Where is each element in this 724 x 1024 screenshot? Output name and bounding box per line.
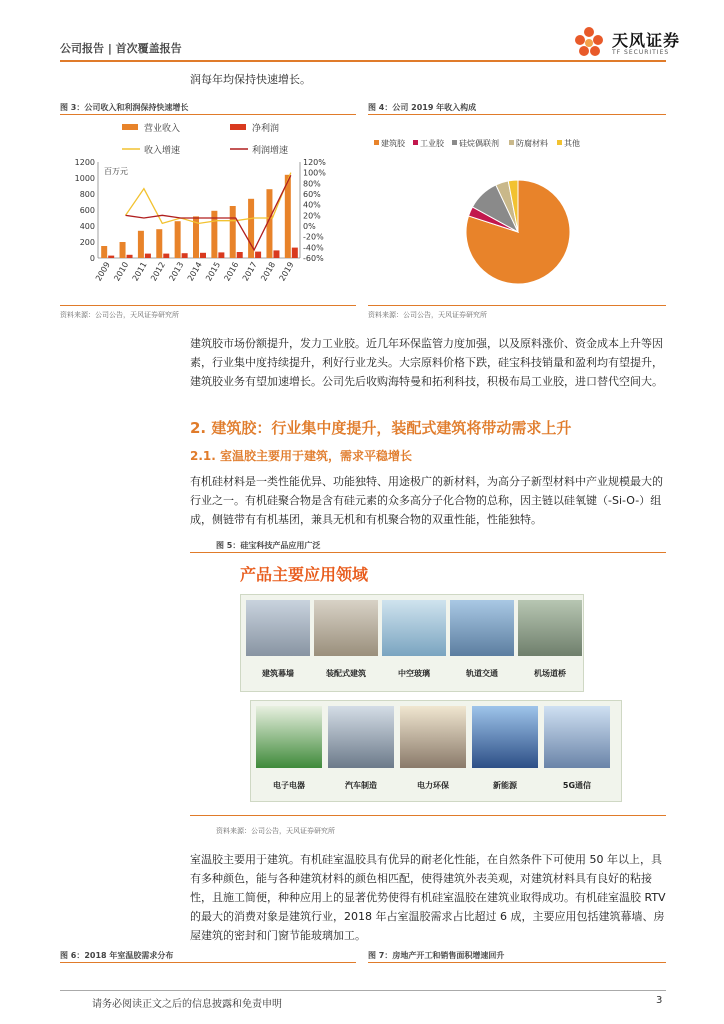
legend-swatch (557, 140, 562, 145)
legend-label: 工业胶 (420, 139, 444, 148)
header-rule (60, 60, 666, 62)
fig6-rule (60, 962, 356, 963)
x-tick-label: 2018 (259, 260, 278, 283)
bar-营业收入 (285, 175, 291, 258)
legend-swatch (509, 140, 514, 145)
legend-swatch (452, 140, 457, 145)
x-tick-label: 2009 (93, 260, 112, 283)
fig4-chart (368, 120, 666, 300)
y2-tick-label: -60% (303, 254, 324, 263)
y2-tick-label: 0% (303, 222, 316, 231)
bar-净利润 (108, 256, 114, 258)
fig4-rule (368, 114, 666, 115)
bar-净利润 (127, 255, 133, 258)
tile-auto (328, 706, 394, 768)
y2-tick-label: 80% (303, 179, 321, 189)
tile-airport (518, 600, 582, 656)
fig3-title: 图 3：公司收入和利润保持快速增长 (60, 103, 189, 112)
fig5-source: 资料来源：公司公告，天风证券研究所 (216, 827, 335, 835)
y2-tick-label: -20% (303, 232, 324, 242)
tile-new-energy (472, 706, 538, 768)
logo-subtext: TF SECURITIES (612, 49, 670, 56)
bar-营业收入 (101, 246, 107, 258)
bar-净利润 (273, 250, 279, 258)
tile-prefab (314, 600, 378, 656)
y-tick-label: 0 (89, 254, 95, 263)
section-heading-2-1: 2.1. 室温胶主要用于建筑，需求平稳增长 (190, 449, 412, 463)
bar-营业收入 (138, 231, 144, 258)
y-tick-label: 600 (79, 206, 95, 215)
x-tick-label: 2012 (149, 260, 168, 283)
tile-label: 轨道交通 (466, 669, 498, 678)
y-tick-label: 1200 (74, 158, 95, 167)
fig3-chart (60, 118, 360, 298)
footer-rule (60, 990, 666, 991)
fig3-bottom-rule (60, 305, 356, 306)
bar-净利润 (237, 252, 243, 258)
y-tick-label: 400 (79, 222, 95, 231)
fig7-rule (368, 962, 666, 963)
y-tick-label: 200 (79, 238, 95, 247)
tile-rail (450, 600, 514, 656)
bar-营业收入 (120, 242, 126, 258)
logo-text: 天风证券 (612, 31, 681, 50)
legend-swatch (230, 124, 246, 130)
tile-curtain-wall (246, 600, 310, 656)
y2-tick-label: 120% (303, 158, 326, 167)
tile-label: 机场道桥 (534, 669, 566, 678)
y2-tick-label: 100% (303, 168, 326, 178)
para-industry-glue: 建筑胶市场份额提升，发力工业胶。近几年环保监管力度加强，以及原料涨价、资金成本上升等因素，行业集中度持续提升，利好行业龙头。大宗原料价格下跌，硅宝科技销量和盈利均有望提升，建筑胶业务有望加速增长。公司先后收购海特曼和拓利科技，积极布局工业胶，进口替代空间大。 (190, 337, 663, 388)
legend-label: 利润增速 (252, 146, 289, 156)
bar-净利润 (145, 254, 151, 258)
x-tick-label: 2013 (167, 260, 186, 283)
tile-power (400, 706, 466, 768)
bar-净利润 (200, 253, 206, 258)
footer-disclaimer: 请务必阅读正文之后的信息披露和免责申明 (92, 999, 282, 1010)
tile-electronics (256, 706, 322, 768)
y2-tick-label: 60% (303, 190, 321, 199)
fig5-bottom-rule (190, 815, 666, 816)
legend-label: 收入增速 (144, 146, 181, 156)
x-tick-label: 2015 (204, 260, 223, 283)
legend-swatch (374, 140, 379, 145)
x-tick-label: 2017 (240, 260, 259, 283)
bar-净利润 (163, 254, 169, 258)
tile-label: 电子电器 (273, 781, 305, 790)
legend-label: 硅烷偶联剂 (459, 139, 499, 148)
tile-label: 电力环保 (417, 781, 449, 790)
legend-swatch (413, 140, 418, 145)
tile-label: 中空玻璃 (398, 669, 430, 678)
para-silicone: 有机硅材料是一类性能优异、功能独特、用途极广的新材料，为高分子新型材料中产业规模最大的行业之一。有机硅聚合物是含有硅元素的众多高分子化合物的总称，因主链以硅氧键（-Si-O-）组成，侧链带有有机基团，兼具无机和有机聚合物的双重性能，性能独特。 (190, 475, 663, 526)
intro-line: 润每年均保持快速增长。 (190, 73, 311, 86)
y-tick-label: 1000 (74, 174, 95, 183)
bar-净利润 (182, 253, 188, 258)
y-tick-label: 800 (79, 190, 95, 199)
tile-label: 新能源 (493, 781, 517, 790)
bar-净利润 (292, 248, 298, 258)
report-type: 公司报告 | 首次覆盖报告 (60, 42, 182, 55)
fig3-source: 资料来源：公司公告，天风证券研究所 (60, 311, 179, 319)
bar-净利润 (218, 252, 224, 258)
tile-5g (544, 706, 610, 768)
legend-label: 营业收入 (144, 124, 181, 134)
fig5-title: 图 5：硅宝科技产品应用广泛 (216, 541, 321, 550)
bar-净利润 (255, 252, 261, 258)
line-利润增速 (126, 175, 291, 250)
tile-label: 汽车制造 (345, 781, 377, 790)
x-tick-label: 2011 (130, 260, 149, 283)
tile-label: 5G通信 (562, 781, 592, 790)
unit-label: 百万元 (104, 167, 128, 176)
bar-营业收入 (230, 206, 236, 258)
y2-tick-label: 40% (303, 200, 321, 210)
fig4-bottom-rule (368, 305, 666, 306)
legend-label: 其他 (564, 139, 580, 148)
para-rtv: 室温胶主要用于建筑。有机硅室温胶具有优异的耐老化性能，在自然条件下可使用 50 年以上，具有多种颜色，能与各种建筑材料的颜色相匹配，使得建筑外表美观，对建筑材料具有良好的粘接性，且施工简便，种种应用上的显著优势使得有机硅室温胶在建筑业取得成功。有机硅室温胶 RTV 的最大的消费对象是建筑行业，2018 年占室温胶需求占比超过 6 成，主要应用包括建筑幕墙、房屋建筑的密封和门窗节能玻璃加工。 (190, 853, 666, 942)
x-tick-label: 2010 (112, 260, 131, 283)
fig6-title: 图 6：2018 年室温胶需求分布 (60, 951, 174, 960)
tile-label: 建筑幕墙 (262, 669, 294, 678)
fig5-rule (190, 552, 666, 553)
legend-label: 建筑胶 (381, 139, 405, 148)
bar-营业收入 (175, 221, 181, 258)
legend-swatch (122, 124, 138, 130)
fig4-title: 图 4：公司 2019 年收入构成 (368, 103, 477, 112)
x-tick-label: 2019 (277, 260, 296, 283)
x-tick-label: 2014 (185, 260, 204, 283)
fig7-title: 图 7：房地产开工和销售面积增速回升 (368, 951, 505, 960)
tile-label: 装配式建筑 (326, 669, 366, 678)
fig3-rule (60, 114, 356, 115)
line-收入增速 (126, 173, 291, 224)
legend-label: 防腐材料 (516, 139, 548, 148)
y2-tick-label: -40% (303, 243, 324, 253)
tile-glass (382, 600, 446, 656)
section-heading-2: 2. 建筑胶：行业集中度提升，装配式建筑将带动需求上升 (190, 419, 572, 437)
fig4-source: 资料来源：公司公告，天风证券研究所 (368, 311, 487, 319)
legend-label: 净利润 (252, 124, 280, 134)
fig5-banner: 产品主要应用领域 (240, 565, 369, 584)
y2-tick-label: 20% (303, 211, 321, 221)
bar-营业收入 (156, 229, 162, 258)
page-number: 3 (656, 995, 663, 1006)
x-tick-label: 2016 (222, 260, 241, 283)
